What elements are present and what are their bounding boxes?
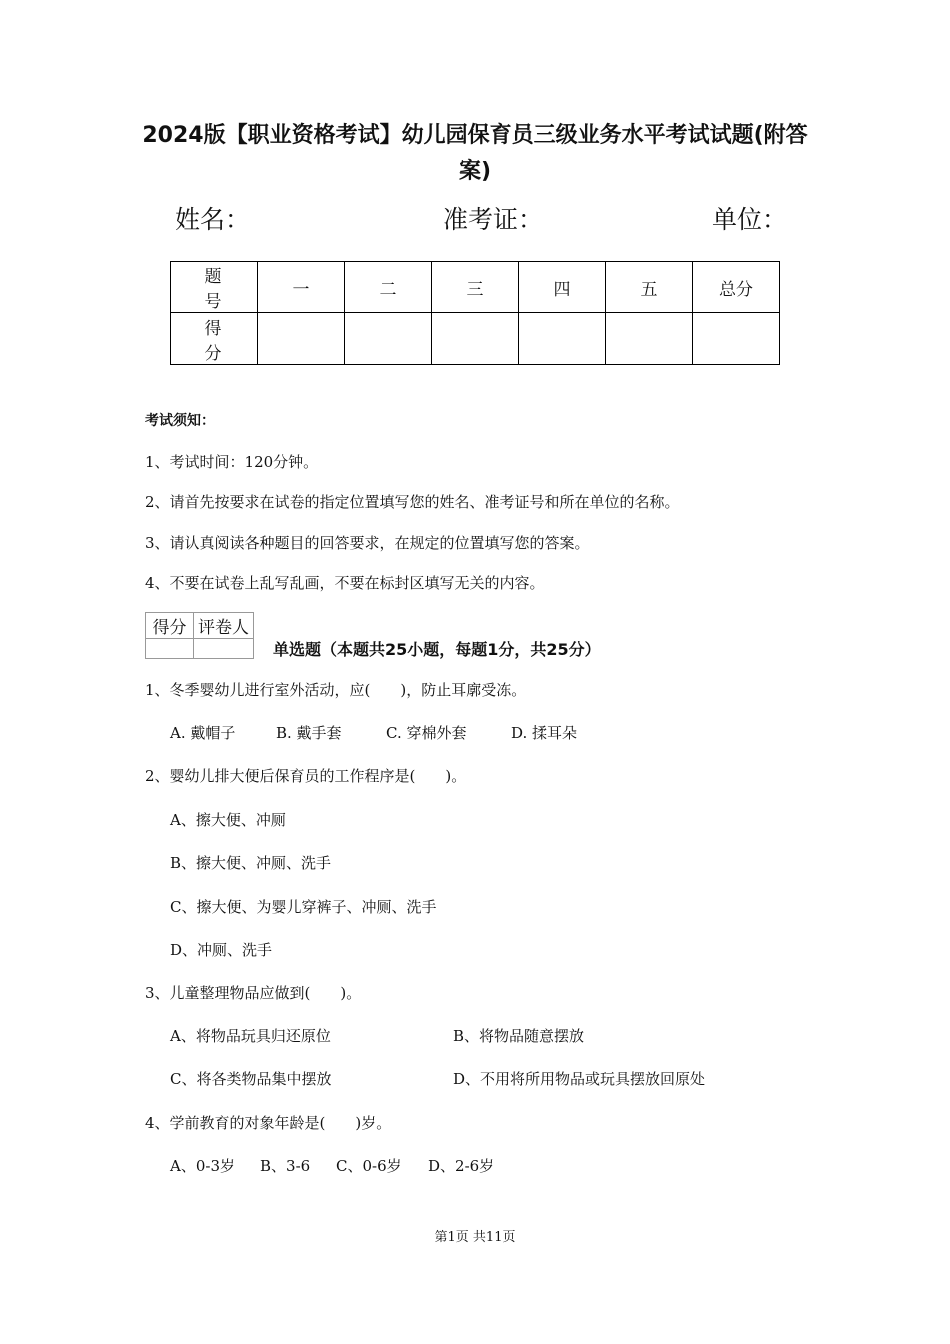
option-c[interactable]: C. 穿棉外套 xyxy=(386,724,467,742)
note-item: 4、不要在试卷上乱写乱画，不要在标封区填写无关的内容。 xyxy=(145,574,545,592)
page-footer: 第1页 共11页 xyxy=(434,1230,516,1245)
score-cell-4[interactable] xyxy=(519,313,606,365)
document-title: 2024版【职业资格考试】幼儿园保育员三级业务水平考试试题(附答案) xyxy=(142,123,808,184)
score-cell-3[interactable] xyxy=(432,313,519,365)
note-item: 2、请首先按要求在试卷的指定位置填写您的姓名、准考证号和所在单位的名称。 xyxy=(145,493,680,511)
option-b[interactable]: B、擦大便、冲厕、洗手 xyxy=(170,854,332,872)
option-a[interactable]: A、将物品玩具归还原位 xyxy=(170,1027,331,1045)
score-cell-5[interactable] xyxy=(606,313,693,365)
option-d[interactable]: D、不用将所用物品或玩具摆放回原处 xyxy=(453,1070,706,1088)
grader-score-cell[interactable] xyxy=(146,639,194,659)
grader-reviewer-label: 评卷人 xyxy=(194,613,254,639)
option-a[interactable]: A. 戴帽子 xyxy=(170,724,236,742)
header-cell-3: 三 xyxy=(432,262,519,313)
option-d[interactable]: D. 揉耳朵 xyxy=(511,724,578,742)
name-field-label: 姓名： xyxy=(175,205,251,234)
exam-id-field-label: 准考证： xyxy=(443,205,544,234)
header-cell-2: 二 xyxy=(345,262,432,313)
grader-reviewer-cell[interactable] xyxy=(194,639,254,659)
question-text: 3、儿童整理物品应做到( )。 xyxy=(145,984,362,1002)
option-d[interactable]: D、冲厕、洗手 xyxy=(170,941,273,959)
question-text: 1、冬季婴幼儿进行室外活动，应( )，防止耳廓受冻。 xyxy=(145,681,527,699)
score-cell-total[interactable] xyxy=(693,313,780,365)
note-item: 3、请认真阅读各种题目的回答要求，在规定的位置填写您的答案。 xyxy=(145,534,590,552)
score-cell-2[interactable] xyxy=(345,313,432,365)
score-row-label: 得 分 xyxy=(171,313,258,365)
header-cell-5: 五 xyxy=(606,262,693,313)
question-text: 2、婴幼儿排大便后保育员的工作程序是( )。 xyxy=(145,767,467,785)
grader-score-label: 得分 xyxy=(146,613,194,639)
notes-title: 考试须知： xyxy=(145,413,215,429)
option-c[interactable]: C、将各类物品集中摆放 xyxy=(170,1070,332,1088)
grader-box xyxy=(145,612,254,659)
option-d[interactable]: D、2-6岁 xyxy=(428,1157,495,1175)
score-table-header-row xyxy=(171,262,780,313)
header-cell-total: 总分 xyxy=(693,262,780,313)
header-cell-4: 四 xyxy=(519,262,606,313)
score-cell-1[interactable] xyxy=(258,313,345,365)
section-title: 单选题（本题共25小题，每题1分，共25分） xyxy=(273,640,601,659)
option-a[interactable]: A、0-3岁 xyxy=(170,1157,235,1175)
option-b[interactable]: B、3-6 xyxy=(260,1157,311,1175)
option-a[interactable]: A、擦大便、冲厕 xyxy=(170,811,286,829)
header-cell-1: 一 xyxy=(258,262,345,313)
note-item: 1、考试时间：120分钟。 xyxy=(145,453,319,471)
score-table xyxy=(170,261,780,365)
unit-field-label: 单位： xyxy=(712,205,788,234)
option-b[interactable]: B. 戴手套 xyxy=(276,724,342,742)
option-c[interactable]: C、0-6岁 xyxy=(336,1157,402,1175)
question-text: 4、学前教育的对象年龄是( )岁。 xyxy=(145,1114,392,1132)
score-table-score-row xyxy=(171,313,780,365)
header-cell-question-number: 题 号 xyxy=(171,262,258,313)
option-c[interactable]: C、擦大便、为婴儿穿裤子、冲厕、洗手 xyxy=(170,898,437,916)
option-b[interactable]: B、将物品随意摆放 xyxy=(453,1027,585,1045)
